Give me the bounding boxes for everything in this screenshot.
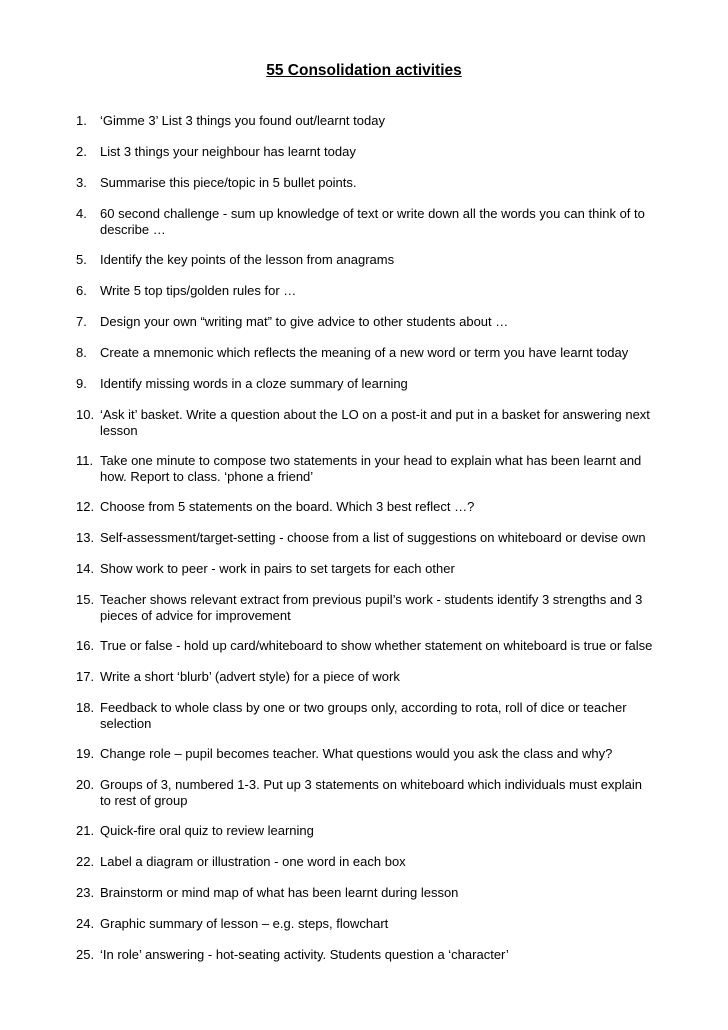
item-text-line: Take one minute to compose two statements in your head to explain what has been learnt and	[100, 453, 642, 468]
item-number: 5.	[76, 252, 87, 267]
item-text-line: Write a short ‘blurb’ (advert style) for a piece of work	[100, 669, 400, 684]
list-item	[76, 823, 681, 839]
item-text	[100, 777, 681, 809]
item-text	[100, 453, 681, 485]
item-text-line: Graphic summary of lesson – e.g. steps, flowchart	[100, 916, 389, 931]
item-text	[100, 638, 681, 654]
item-text	[100, 252, 681, 268]
item-text	[100, 175, 681, 191]
item-text-line: Change role – pupil becomes teacher. What questions would you ask the class and why?	[100, 746, 613, 761]
item-text-line: ‘Ask it’ basket. Write a question about the LO on a post-it and put in a basket for answering next	[100, 407, 650, 422]
list-item	[76, 530, 681, 546]
item-number: 20.	[76, 777, 95, 792]
item-text	[100, 314, 681, 330]
page-title: 55 Consolidation activities	[266, 62, 462, 79]
item-text-line: Brainstorm or mind map of what has been learnt during lesson	[100, 885, 459, 900]
item-number: 6.	[76, 283, 87, 298]
item-text	[100, 407, 681, 439]
list-item	[76, 345, 681, 361]
item-text	[100, 885, 681, 901]
item-text-line: how. Report to class. ‘phone a friend’	[100, 469, 314, 484]
item-text-line: 60 second challenge - sum up knowledge of text or write down all the words you can think of to	[100, 206, 645, 221]
item-text-line: to rest of group	[100, 793, 188, 808]
item-number: 8.	[76, 345, 87, 360]
item-number: 17.	[76, 669, 95, 684]
item-text-line: Identify the key points of the lesson from anagrams	[100, 252, 395, 267]
list-item	[76, 561, 681, 577]
item-number: 10.	[76, 407, 95, 422]
item-text	[100, 561, 681, 577]
item-number: 23.	[76, 885, 95, 900]
list-item	[76, 854, 681, 870]
item-text	[100, 746, 681, 762]
list-item	[76, 206, 681, 238]
item-text-line: Self-assessment/target-setting - choose from a list of suggestions on whiteboard or devise own	[100, 530, 646, 545]
item-text	[100, 144, 681, 160]
item-number: 18.	[76, 700, 95, 715]
item-number: 11.	[76, 453, 94, 468]
item-text-line: lesson	[100, 423, 138, 438]
item-text-line: List 3 things your neighbour has learnt today	[100, 144, 356, 159]
item-text-line: Summarise this piece/topic in 5 bullet points.	[100, 175, 357, 190]
list-item	[76, 252, 681, 268]
item-text-line: Teacher shows relevant extract from previous pupil’s work - students identify 3 strengths and 3	[100, 592, 643, 607]
item-text	[100, 916, 681, 932]
item-text-line: Write 5 top tips/golden rules for …	[100, 283, 297, 298]
item-text-line: Quick-fire oral quiz to review learning	[100, 823, 314, 838]
item-text-line: Groups of 3, numbered 1-3. Put up 3 statements on whiteboard which individuals must explain	[100, 777, 642, 792]
list-item	[76, 885, 681, 901]
item-text	[100, 499, 681, 515]
list-item	[76, 175, 681, 191]
item-text-line: Label a diagram or illustration - one word in each box	[100, 854, 406, 869]
item-text-line: pieces of advice for improvement	[100, 608, 291, 623]
list-item	[76, 746, 681, 762]
list-item	[76, 916, 681, 932]
item-text-line: Choose from 5 statements on the board. Which 3 best reflect …?	[100, 499, 475, 514]
item-number: 15.	[76, 592, 95, 607]
list-item	[76, 314, 681, 330]
item-number: 12.	[76, 499, 95, 514]
item-number: 3.	[76, 175, 87, 190]
item-number: 25.	[76, 947, 95, 962]
item-text	[100, 592, 681, 624]
list-item	[76, 376, 681, 392]
list-item	[76, 947, 681, 963]
item-text-line: describe …	[100, 222, 166, 237]
list-item	[76, 144, 681, 160]
item-text	[100, 669, 681, 685]
item-text-line: Identify missing words in a cloze summary of learning	[100, 376, 408, 391]
item-text	[100, 376, 681, 392]
item-number: 9.	[76, 376, 87, 391]
item-number: 13.	[76, 530, 95, 545]
list-item	[76, 283, 681, 299]
item-text-line: Design your own “writing mat” to give advice to other students about …	[100, 314, 509, 329]
item-number: 1.	[76, 113, 87, 128]
item-text-line: ‘In role’ answering - hot-seating activity. Students question a ‘character’	[100, 947, 509, 962]
item-number: 14.	[76, 561, 95, 576]
list-item	[76, 499, 681, 515]
list-item	[76, 700, 681, 732]
item-text	[100, 823, 681, 839]
list-item	[76, 669, 681, 685]
item-text-line: ‘Gimme 3’ List 3 things you found out/learnt today	[100, 113, 385, 128]
item-text-line: selection	[100, 716, 152, 731]
item-number: 24.	[76, 916, 95, 931]
item-text-line: Create a mnemonic which reflects the meaning of a new word or term you have learnt today	[100, 345, 629, 360]
item-text	[100, 700, 681, 732]
item-text-line: Feedback to whole class by one or two groups only, according to rota, roll of dice or teacher	[100, 700, 627, 715]
item-number: 7.	[76, 314, 87, 329]
item-number: 22.	[76, 854, 95, 869]
item-number: 4.	[76, 206, 87, 221]
item-text-line: True or false - hold up card/whiteboard to show whether statement on whiteboard is true or false	[100, 638, 653, 653]
list-item	[76, 638, 681, 654]
item-text	[100, 947, 681, 963]
item-number: 21.	[76, 823, 95, 838]
item-number: 19.	[76, 746, 95, 761]
list-item	[76, 453, 681, 485]
list-item	[76, 592, 681, 624]
list-item	[76, 113, 681, 129]
list-item	[76, 777, 681, 809]
item-text	[100, 530, 681, 546]
item-text	[100, 113, 681, 129]
item-text	[100, 854, 681, 870]
item-number: 16.	[76, 638, 95, 653]
item-number: 2.	[76, 144, 87, 159]
item-text	[100, 283, 681, 299]
list-item	[76, 407, 681, 439]
item-text	[100, 345, 681, 361]
item-text-line: Show work to peer - work in pairs to set targets for each other	[100, 561, 455, 576]
item-text	[100, 206, 681, 238]
